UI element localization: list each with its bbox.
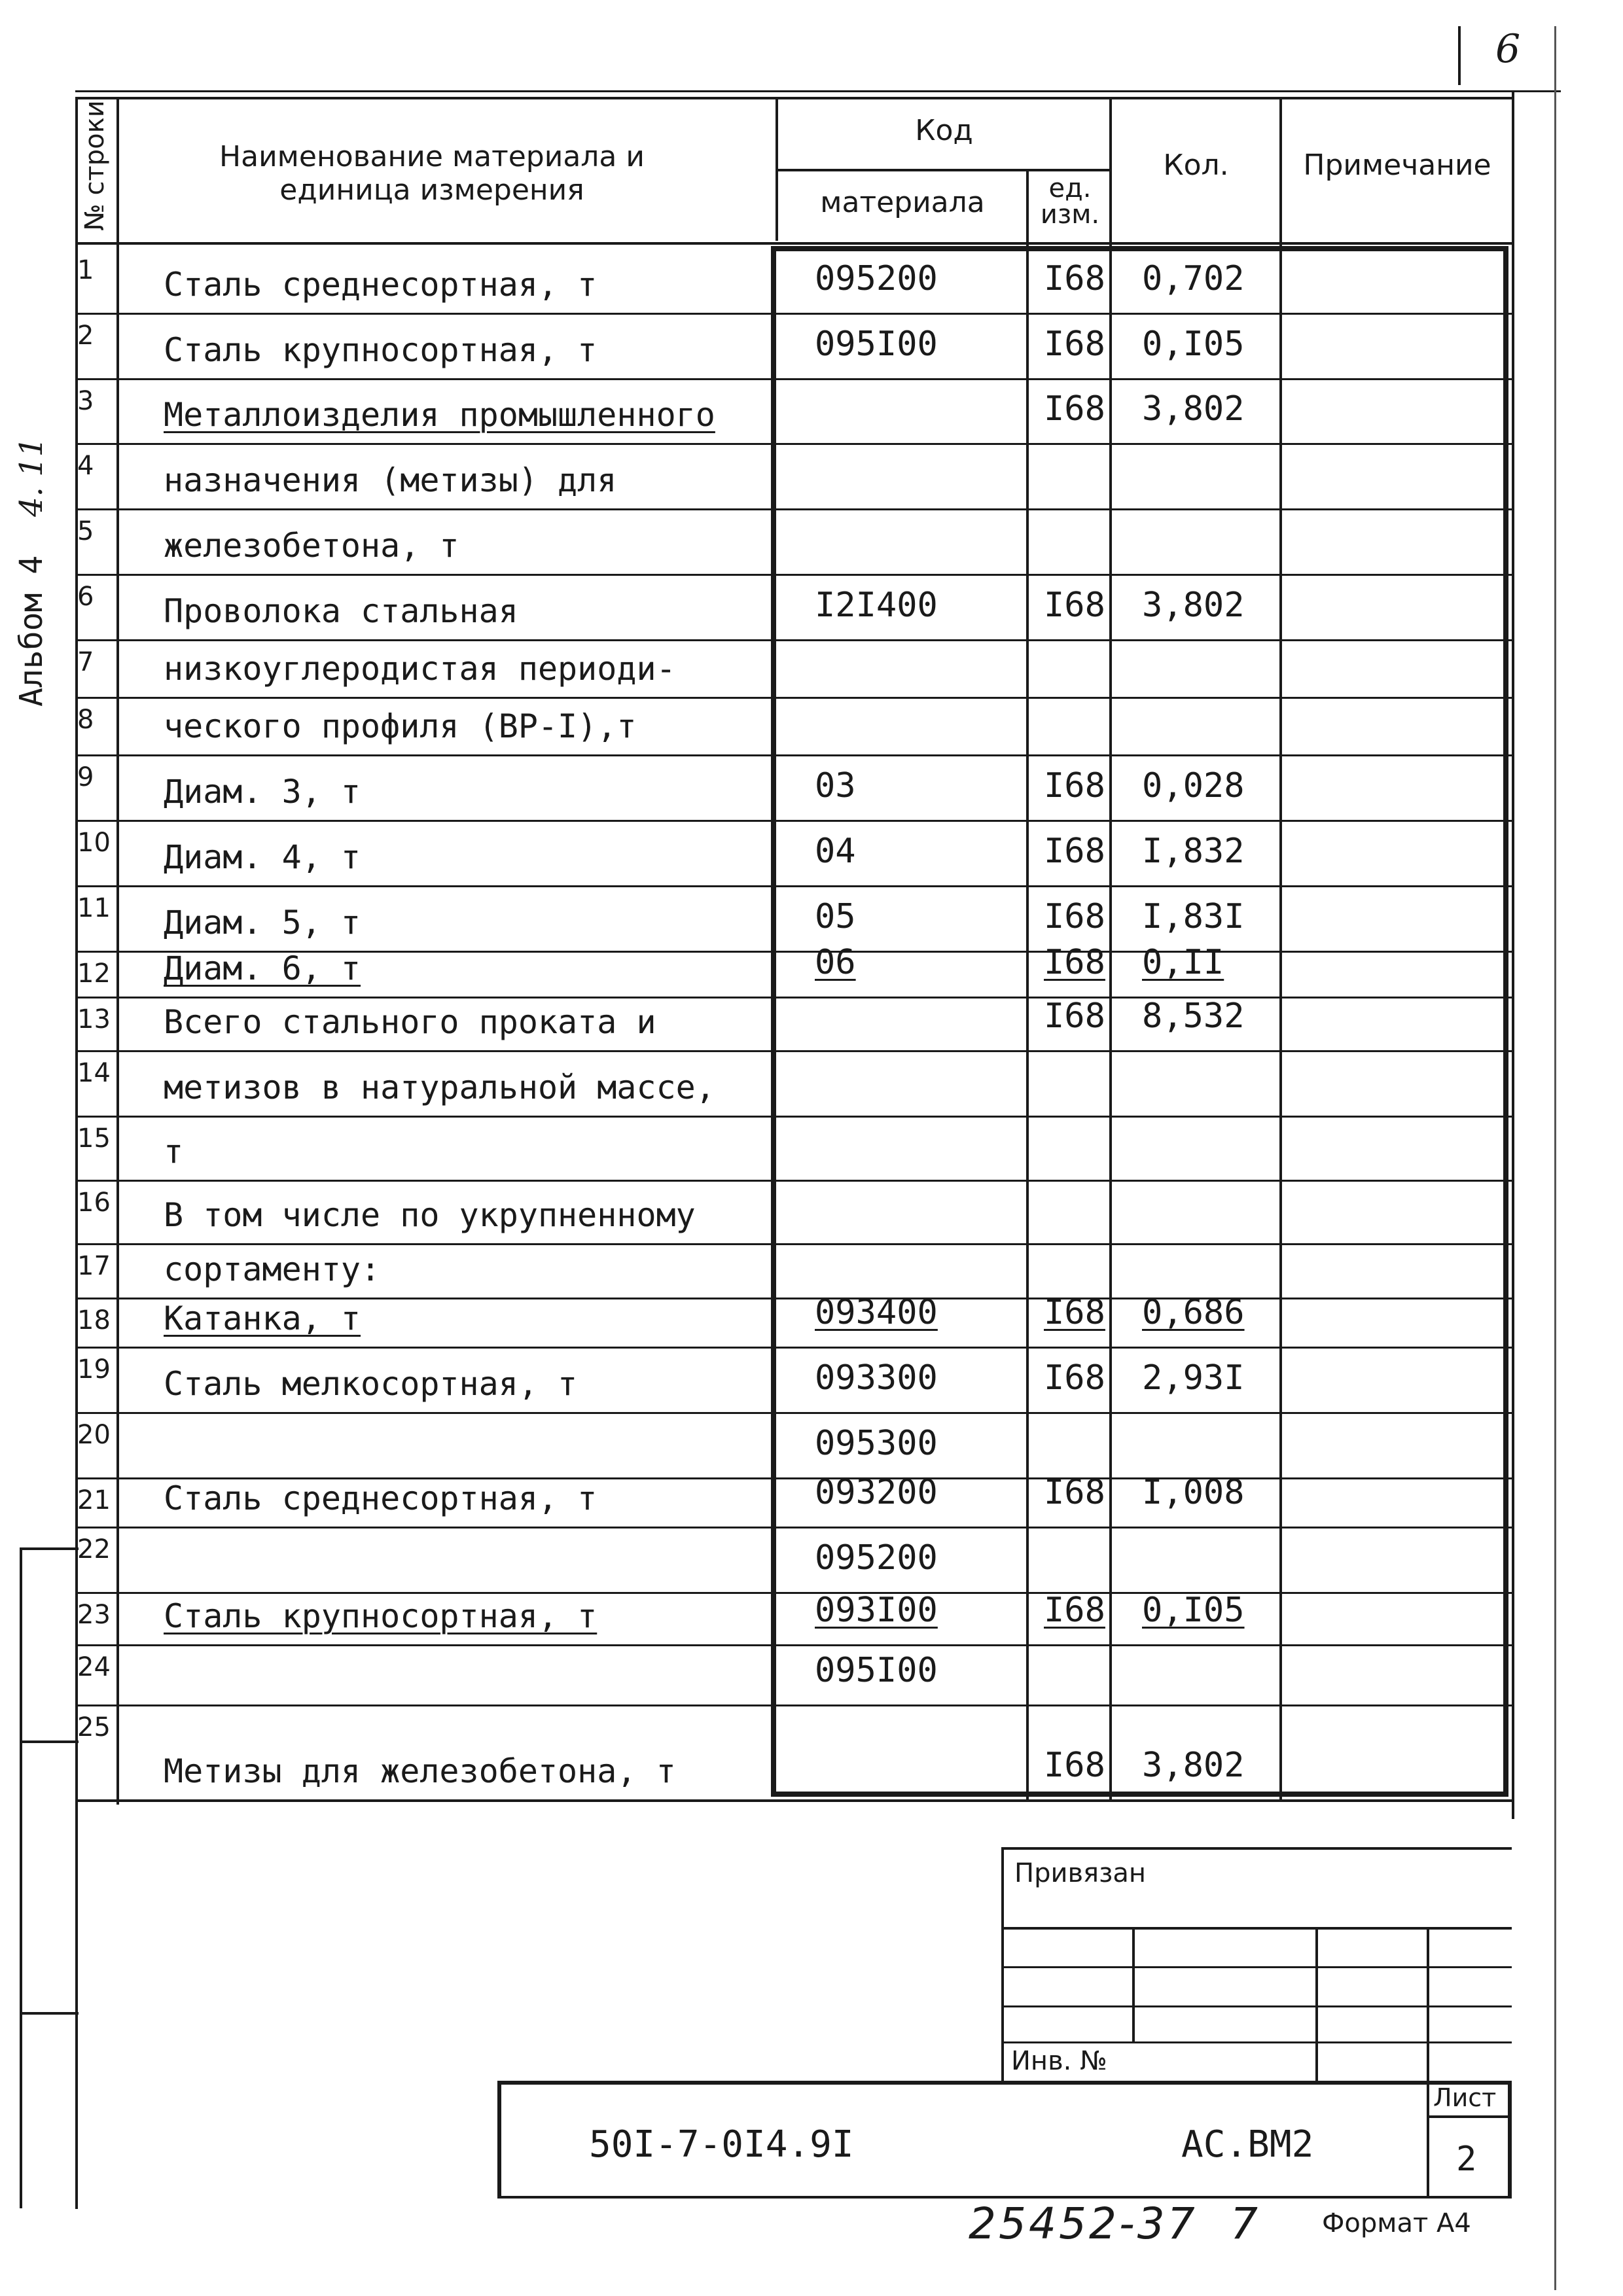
material-code: 04 bbox=[815, 832, 856, 871]
row-number: 9 bbox=[77, 762, 94, 792]
material-code: 06 bbox=[815, 943, 856, 982]
row-divider bbox=[75, 1704, 1512, 1706]
row-number: 1 bbox=[77, 255, 94, 285]
material-code: 095I00 bbox=[815, 1651, 938, 1690]
row-divider bbox=[75, 1644, 1512, 1646]
row-divider bbox=[75, 1347, 1512, 1349]
unit-code: I68 bbox=[1044, 997, 1105, 1036]
row-divider bbox=[75, 997, 1512, 998]
quantity: I,008 bbox=[1142, 1473, 1245, 1512]
material-name: Сталь крупносортная, т bbox=[164, 331, 597, 369]
row-divider bbox=[75, 1116, 1512, 1118]
material-name: Сталь среднесортная, т bbox=[164, 1479, 597, 1517]
row-divider bbox=[75, 639, 1512, 641]
material-name: назначения (метизы) для bbox=[164, 461, 617, 499]
material-name: Сталь мелкосортная, т bbox=[164, 1365, 578, 1403]
row-divider bbox=[75, 1180, 1512, 1182]
row-number: 19 bbox=[77, 1354, 111, 1385]
header-material: материала bbox=[820, 186, 985, 219]
format-label: Формат А4 bbox=[1322, 2208, 1471, 2238]
unit-code: I68 bbox=[1044, 766, 1105, 805]
quantity: 0,II bbox=[1142, 943, 1224, 982]
stamp-left bbox=[1001, 1847, 1004, 2083]
row-number: 17 bbox=[77, 1251, 111, 1281]
unit-code: I68 bbox=[1044, 325, 1105, 364]
unit-code: I68 bbox=[1044, 1473, 1105, 1512]
quantity: 0,702 bbox=[1142, 259, 1245, 298]
row-divider bbox=[75, 508, 1512, 510]
header-name: Наименование материала и единица измерения bbox=[219, 140, 645, 207]
quantity: 2,93I bbox=[1142, 1358, 1245, 1398]
unit-code: I68 bbox=[1044, 1591, 1105, 1630]
material-code: 03 bbox=[815, 766, 856, 805]
material-name: Метизы для железобетона, т bbox=[164, 1752, 676, 1790]
row-number: 10 bbox=[77, 828, 111, 858]
material-code: 093200 bbox=[815, 1473, 938, 1512]
row-number: 4 bbox=[77, 451, 94, 481]
quantity: I,832 bbox=[1142, 832, 1245, 871]
row-number: 11 bbox=[77, 893, 111, 923]
stamp-col-3 bbox=[1427, 1927, 1429, 2083]
unit-code: I68 bbox=[1044, 832, 1105, 871]
unit-code: I68 bbox=[1044, 259, 1105, 298]
material-code: 095200 bbox=[815, 1538, 938, 1578]
privyazan-label: Привязан bbox=[1014, 1858, 1147, 1888]
material-code: 095200 bbox=[815, 259, 938, 298]
row-divider bbox=[75, 443, 1512, 445]
row-divider bbox=[75, 574, 1512, 576]
material-name: Диам. 6, т bbox=[164, 949, 361, 987]
row-number: 3 bbox=[77, 386, 94, 416]
row-number: 24 bbox=[77, 1652, 111, 1682]
header-note: Примечание bbox=[1303, 149, 1491, 182]
row-number: 18 bbox=[77, 1305, 111, 1335]
material-name: ческого профиля (ВР-I),т bbox=[164, 707, 637, 745]
row-number: 16 bbox=[77, 1188, 111, 1218]
stamp-col-2 bbox=[1315, 1927, 1318, 2083]
unit-code: I68 bbox=[1044, 1293, 1105, 1332]
stamp-row-1 bbox=[1001, 1927, 1512, 1930]
material-name: железобетона, т bbox=[164, 527, 459, 565]
unit-code: I68 bbox=[1044, 1358, 1105, 1398]
row-number: 14 bbox=[77, 1058, 111, 1088]
material-code: 095I00 bbox=[815, 325, 938, 364]
row-number: 21 bbox=[77, 1485, 111, 1515]
material-name: метизов в натуральной массе, bbox=[164, 1069, 715, 1106]
row-number: 20 bbox=[77, 1420, 111, 1450]
quantity: 0,686 bbox=[1142, 1293, 1245, 1332]
quantity: 0,I05 bbox=[1142, 325, 1245, 364]
row-divider bbox=[75, 697, 1512, 699]
quantity: 0,I05 bbox=[1142, 1591, 1245, 1630]
quantity: 3,802 bbox=[1142, 1746, 1245, 1785]
material-name: сортаменту: bbox=[164, 1250, 381, 1288]
row-number: 25 bbox=[77, 1712, 111, 1742]
row-divider bbox=[75, 885, 1512, 887]
material-code: I2I400 bbox=[815, 586, 938, 625]
row-divider bbox=[75, 1527, 1512, 1528]
quantity: 8,532 bbox=[1142, 997, 1245, 1036]
code-subheader-line bbox=[776, 169, 1109, 171]
header-row-no: № строки bbox=[80, 100, 110, 231]
album-label: Альбом 4 bbox=[13, 555, 50, 707]
row-number: 13 bbox=[77, 1004, 111, 1034]
unit-code: I68 bbox=[1044, 897, 1105, 936]
row-number: 5 bbox=[77, 516, 94, 546]
handwritten-number: 25452-37 bbox=[969, 2199, 1198, 2249]
unit-code: I68 bbox=[1044, 943, 1105, 982]
header-code: Код bbox=[915, 114, 973, 147]
row-number: 8 bbox=[77, 705, 94, 735]
material-name: т bbox=[164, 1133, 184, 1171]
stamp-row-2 bbox=[1001, 1966, 1512, 1968]
material-name: Диам. 4, т bbox=[164, 838, 361, 876]
material-name: низкоуглеродистая периоди- bbox=[164, 650, 676, 688]
material-code: 093400 bbox=[815, 1293, 938, 1332]
material-name: Диам. 3, т bbox=[164, 773, 361, 811]
doc-mark: АС.ВМ2 bbox=[1181, 2123, 1314, 2166]
frame-right bbox=[1512, 92, 1514, 1819]
doc-code: 50I-7-0I4.9I bbox=[589, 2123, 854, 2166]
sheet-label: Лист bbox=[1433, 2083, 1497, 2112]
row-divider bbox=[75, 1412, 1512, 1414]
material-code: 093300 bbox=[815, 1358, 938, 1398]
unit-code: I68 bbox=[1044, 586, 1105, 625]
row-divider bbox=[75, 820, 1512, 822]
row-number: 12 bbox=[77, 959, 111, 989]
material-name: Сталь среднесортная, т bbox=[164, 266, 597, 304]
album-hand-label: 4. 11 bbox=[13, 436, 50, 517]
material-name: Всего стального проката и bbox=[164, 1003, 656, 1041]
row-divider bbox=[75, 754, 1512, 756]
row-number: 7 bbox=[77, 647, 94, 677]
title-sheet-label-line bbox=[1427, 2115, 1512, 2118]
material-name: Сталь крупносортная, т bbox=[164, 1597, 597, 1635]
material-name: В том числе по укрупненному bbox=[164, 1196, 696, 1234]
material-name: Диам. 5, т bbox=[164, 904, 361, 942]
header-bottom bbox=[75, 242, 1512, 245]
binding-strip-lower bbox=[20, 2012, 79, 2015]
top-divider bbox=[1458, 26, 1461, 85]
quantity: 3,802 bbox=[1142, 389, 1245, 429]
row-number: 15 bbox=[77, 1123, 111, 1154]
side-label bbox=[13, 437, 50, 707]
unit-code: I68 bbox=[1044, 1746, 1105, 1785]
material-code: 05 bbox=[815, 897, 856, 936]
sheet-number: 2 bbox=[1456, 2140, 1477, 2179]
material-code: 093I00 bbox=[815, 1591, 938, 1630]
header-unit: ед. изм. bbox=[1040, 173, 1100, 230]
stamp-row-4 bbox=[1001, 2041, 1512, 2043]
row-number: 2 bbox=[77, 321, 94, 351]
quantity: 0,028 bbox=[1142, 766, 1245, 805]
right-edge-line bbox=[1554, 26, 1556, 2290]
material-code: 095300 bbox=[815, 1424, 938, 1463]
stamp-col-1 bbox=[1132, 1927, 1135, 2043]
material-name: Катанка, т bbox=[164, 1299, 361, 1337]
binding-strip-middle bbox=[20, 1740, 79, 1743]
row-divider bbox=[75, 313, 1512, 315]
quantity: 3,802 bbox=[1142, 586, 1245, 625]
page-number: 6 bbox=[1495, 26, 1521, 72]
stamp-top bbox=[1001, 1847, 1512, 1850]
top-border bbox=[75, 90, 1561, 92]
inv-no-label: Инв. № bbox=[1011, 2046, 1107, 2076]
quantity: I,83I bbox=[1142, 897, 1245, 936]
row-divider bbox=[75, 1050, 1512, 1052]
stamp-row-3 bbox=[1001, 2005, 1512, 2007]
header-qty: Кол. bbox=[1163, 149, 1229, 182]
handwritten-number-2: 7 bbox=[1230, 2199, 1258, 2249]
row-divider bbox=[75, 1243, 1512, 1245]
binding-strip-vertical bbox=[20, 1547, 22, 2208]
title-sheet-divider bbox=[1427, 2081, 1429, 2199]
row-divider bbox=[75, 1592, 1512, 1594]
row-divider bbox=[75, 378, 1512, 380]
unit-code: I68 bbox=[1044, 389, 1105, 429]
row-number: 23 bbox=[77, 1600, 111, 1630]
material-name: Металлоизделия промышленного bbox=[164, 396, 715, 434]
material-name: Проволока стальная bbox=[164, 592, 518, 630]
frame-header-top bbox=[75, 97, 1512, 99]
row-number: 22 bbox=[77, 1534, 111, 1564]
row-number: 6 bbox=[77, 582, 94, 612]
binding-strip-top bbox=[20, 1547, 79, 1550]
bottom-divider bbox=[75, 1799, 1512, 1802]
